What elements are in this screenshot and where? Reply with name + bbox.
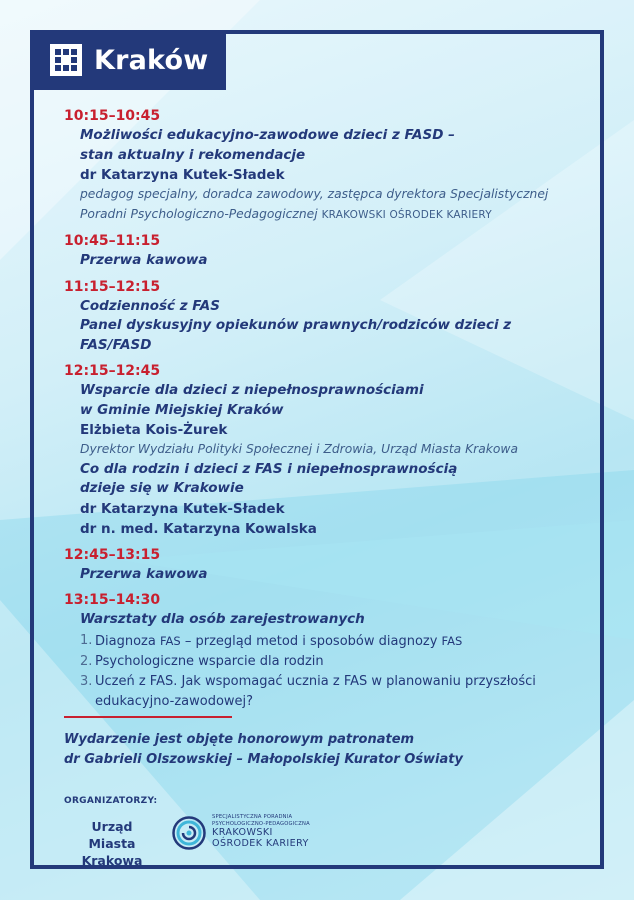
- header-logo: [30, 30, 226, 90]
- list-item: 1. Diagnoza FAS – przegląd metod i sposobów diagnozy FAS: [80, 632, 463, 649]
- schedule-item: [64, 361, 584, 539]
- organizer-kok: SPECJALISTYCZNA PORADNIA PSYCHOLOGICZNO-PEDAGOGICZNA KRAKOWSKI OŚRODEK KARIERY: [172, 810, 332, 854]
- session-title: stan aktualny i rekomendacje: [80, 146, 306, 163]
- session-title: Przerwa kawowa: [80, 565, 208, 582]
- krakow-logo-icon: [50, 44, 82, 76]
- session-title: dzieje się w Krakowie: [80, 480, 244, 496]
- time-slot: 12:15–12:45: [64, 363, 161, 379]
- organizer-city-hall: Urząd Miasta Krakowa: [81, 819, 143, 868]
- schedule: [64, 106, 584, 718]
- kok-emblem-icon: [172, 816, 206, 850]
- organizers-label: ORGANIZATORZY:: [64, 796, 158, 806]
- time-slot: 10:15–10:45: [64, 108, 161, 124]
- speaker-role: pedagog specjalny, doradca zawodowy, zastępca dyrektora Specjalistycznej: [80, 187, 549, 201]
- time-slot: 11:15–12:15: [64, 278, 161, 295]
- speaker-role: Dyrektor Wydziału Polityki Społecznej i Zdrowia, Urząd Miasta Krakowa: [80, 442, 518, 456]
- time-slot: 10:45–11:15: [64, 233, 161, 249]
- session-title: Panel dyskusyjny opiekunów prawnych/rodziców dzieci z FAS/FASD: [80, 317, 512, 353]
- session-title: Co dla rodzin i dzieci z FAS i niepełnosprawnością: [80, 460, 458, 477]
- speaker-role: Poradni Psychologiczno-Pedagogicznej KRAKOWSKI OŚRODEK KARIERY: [80, 206, 492, 221]
- list-item: 2. Psychologiczne wsparcie dla rodzin: [80, 653, 324, 669]
- session-title: w Gminie Miejskiej Kraków: [80, 401, 284, 418]
- list-item: 3. Uczeń z FAS. Jak wspomagać ucznia z FAS w planowaniu przyszłości edukacyjno-zawodowej?: [80, 673, 536, 709]
- patronage-note: Wydarzenie jest objęte honorowym patronatem dr Gabrieli Olszowskiej – Małopolskiej Kurator Oświaty: [64, 732, 463, 767]
- schedule-item: [64, 545, 584, 585]
- speaker-name: dr Katarzyna Kutek-Sładek: [80, 500, 285, 517]
- schedule-item: [64, 106, 584, 225]
- session-title: Możliwości edukacyjno-zawodowe dzieci z FASD –: [80, 127, 455, 143]
- time-slot: 13:15–14:30: [64, 592, 161, 608]
- logo-text: Kraków: [94, 44, 209, 76]
- schedule-item: [64, 277, 584, 356]
- session-title: Codzienność z FAS: [80, 297, 220, 314]
- session-title: Warsztaty dla osób zarejestrowanych: [80, 611, 365, 627]
- speaker-name: Elżbieta Kois-Żurek: [80, 422, 228, 438]
- session-title: Wsparcie dla dzieci z niepełnosprawnościami: [80, 382, 424, 398]
- schedule-item: [64, 231, 584, 271]
- workshop-list: [64, 631, 584, 712]
- schedule-item: [64, 590, 584, 712]
- speaker-name: dr Katarzyna Kutek-Sładek: [80, 167, 285, 183]
- divider: [64, 716, 232, 718]
- session-title: Przerwa kawowa: [80, 252, 208, 268]
- time-slot: 12:45–13:15: [64, 546, 161, 563]
- speaker-name: dr n. med. Katarzyna Kowalska: [80, 520, 317, 537]
